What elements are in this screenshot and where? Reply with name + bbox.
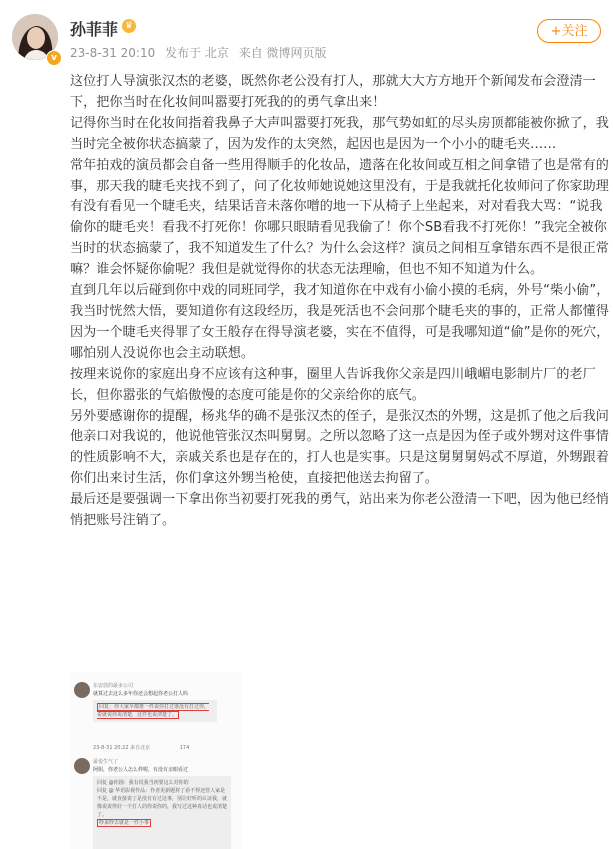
reply-line: 回复 @ 华语影视作品：作者更新题材了看不得还管人家是不是，就直接说了是没有有过这事，别让好听的认证我，就像说说得好一个打人的你说你的，我写过这种真话也说清楚了。 xyxy=(97,788,228,818)
post-paragraph: 最后还是要强调一下拿出你当初要打死我的勇气，站出来为你老公澄清一下吧，因为他已经悄悄把账号注销了。 xyxy=(70,492,609,529)
post-paragraph: 按理来说你的家庭出身不应该有这种事，圈里人告诉我你父亲是四川峨嵋电影制片厂的老厂长，但你嚣张的气焰傲慢的态度可能是你的父亲给你的底气。 xyxy=(70,366,596,403)
post-paragraph: 直到几年以后碰到你中戏的同班同学，我才知道你在中戏有小偷小摸的毛病，外号“柴小偷”，我当时恍然大悟，要知道你有这段经历，我是死活也不会问那个睫毛夹的事的，正常人都懂得因为一个睫毛夹得罪了女王般存在得导演老婆，实在不值得，可是我哪知道“偷”是你的死穴，哪怕别人没说你也会主动联想。 xyxy=(70,283,610,361)
post-paragraph: 这位打人导演张汉杰的老婆，既然你老公没有打人，那就大大方方地开个新闻发布会澄清一下，把你当时在化妆间叫嚣要打死我的的勇气拿出来！ xyxy=(70,74,596,110)
v-badge-icon: v xyxy=(46,50,62,66)
post-meta xyxy=(70,44,333,61)
post-paragraph: 记得你当时在化妆间指着我鼻子大声叫嚣要打死我，那气势如虹的尽头房顶都能被你掀了，我当时完全被你状态搞蒙了，因为发作的太突然，起因也是因为一个小小的睫毛夹…… xyxy=(70,115,609,152)
comment-text: 就算过去这么多年你还会想起你老公打人吗 xyxy=(93,691,189,697)
comment-text: 阿姐，你老公人怎么样呢，有没有亲眼看过 xyxy=(93,767,189,773)
follow-button[interactable]: +关注 xyxy=(537,19,601,43)
post-body xyxy=(70,72,610,532)
post-time[interactable]: 23-8-31 20:10 xyxy=(70,46,156,60)
post-image[interactable] xyxy=(70,672,242,849)
reply-line: 回复 @你剧：我有说我当初要这么对你的 xyxy=(97,780,189,786)
comment-avatar xyxy=(74,758,90,774)
comment-user: 最悦生气了 xyxy=(93,759,119,765)
comment-avatar xyxy=(74,682,90,698)
comment-user: 东安放的最多公司 xyxy=(93,683,134,689)
post-location: 发布于 北京 xyxy=(165,46,229,60)
username[interactable]: 孙菲菲 xyxy=(70,20,119,39)
comment-quote xyxy=(93,776,231,849)
crown-icon: ♛ xyxy=(122,19,136,33)
like-count: 174 xyxy=(179,745,190,751)
comment-time: 23-8-31 20:22 来自北京 xyxy=(93,745,151,751)
post-source: 来自 微博网页版 xyxy=(238,46,327,60)
comment-footer xyxy=(93,744,189,751)
post-paragraph: 常年拍戏的演员都会自备一些用得顺手的化妆品，遗落在化妆间或互相之间拿错了也是常有的事，那天我的睫毛夹找不到了，问了化妆师她说她这里没有，于是我就托化妆师问了你家助理有没有看见一个睫毛夹，结果话音未落你噌的地一下从椅子上坐起来，对对看我大骂：“说我偷你的睫毛夹！看我不打死你！你哪只眼睛看见我偷了！你个SB看我不打死你！”我完全被你当时的状态搞蒙了，我不知道发生了什么？为什么会这样？演员之间相互拿错东西不是很正常嘛？谁会怀疑你偷呢？我但是就觉得你的状态无法理喻，但也不知不知道为什么。 xyxy=(70,157,609,278)
highlighted-quote: 回复：你大家早都推一件说你打过谁没有打过你，说就说你说清楚，这件也说清楚了。 xyxy=(97,704,210,718)
post-paragraph: 另外要感谢你的提醒，杨兆华的确不是张汉杰的侄子，是张汉杰的外甥，这是抓了他之后我问他亲口对我说的，他说他管张汉杰叫舅舅。之所以忽略了这一点是因为侄子或外甥对这件事情的性质影响不大，亲戚关系也是存在的，打人也是实事。只是这舅舅舅妈忒不厚道，外甥跟着你们出来讨生活，你们拿这外甥当枪使，直接把他送去拘留了。 xyxy=(70,408,609,487)
highlighted-quote: 吵来吵去就是一件小事 xyxy=(99,820,150,826)
comment-quote xyxy=(93,700,217,722)
